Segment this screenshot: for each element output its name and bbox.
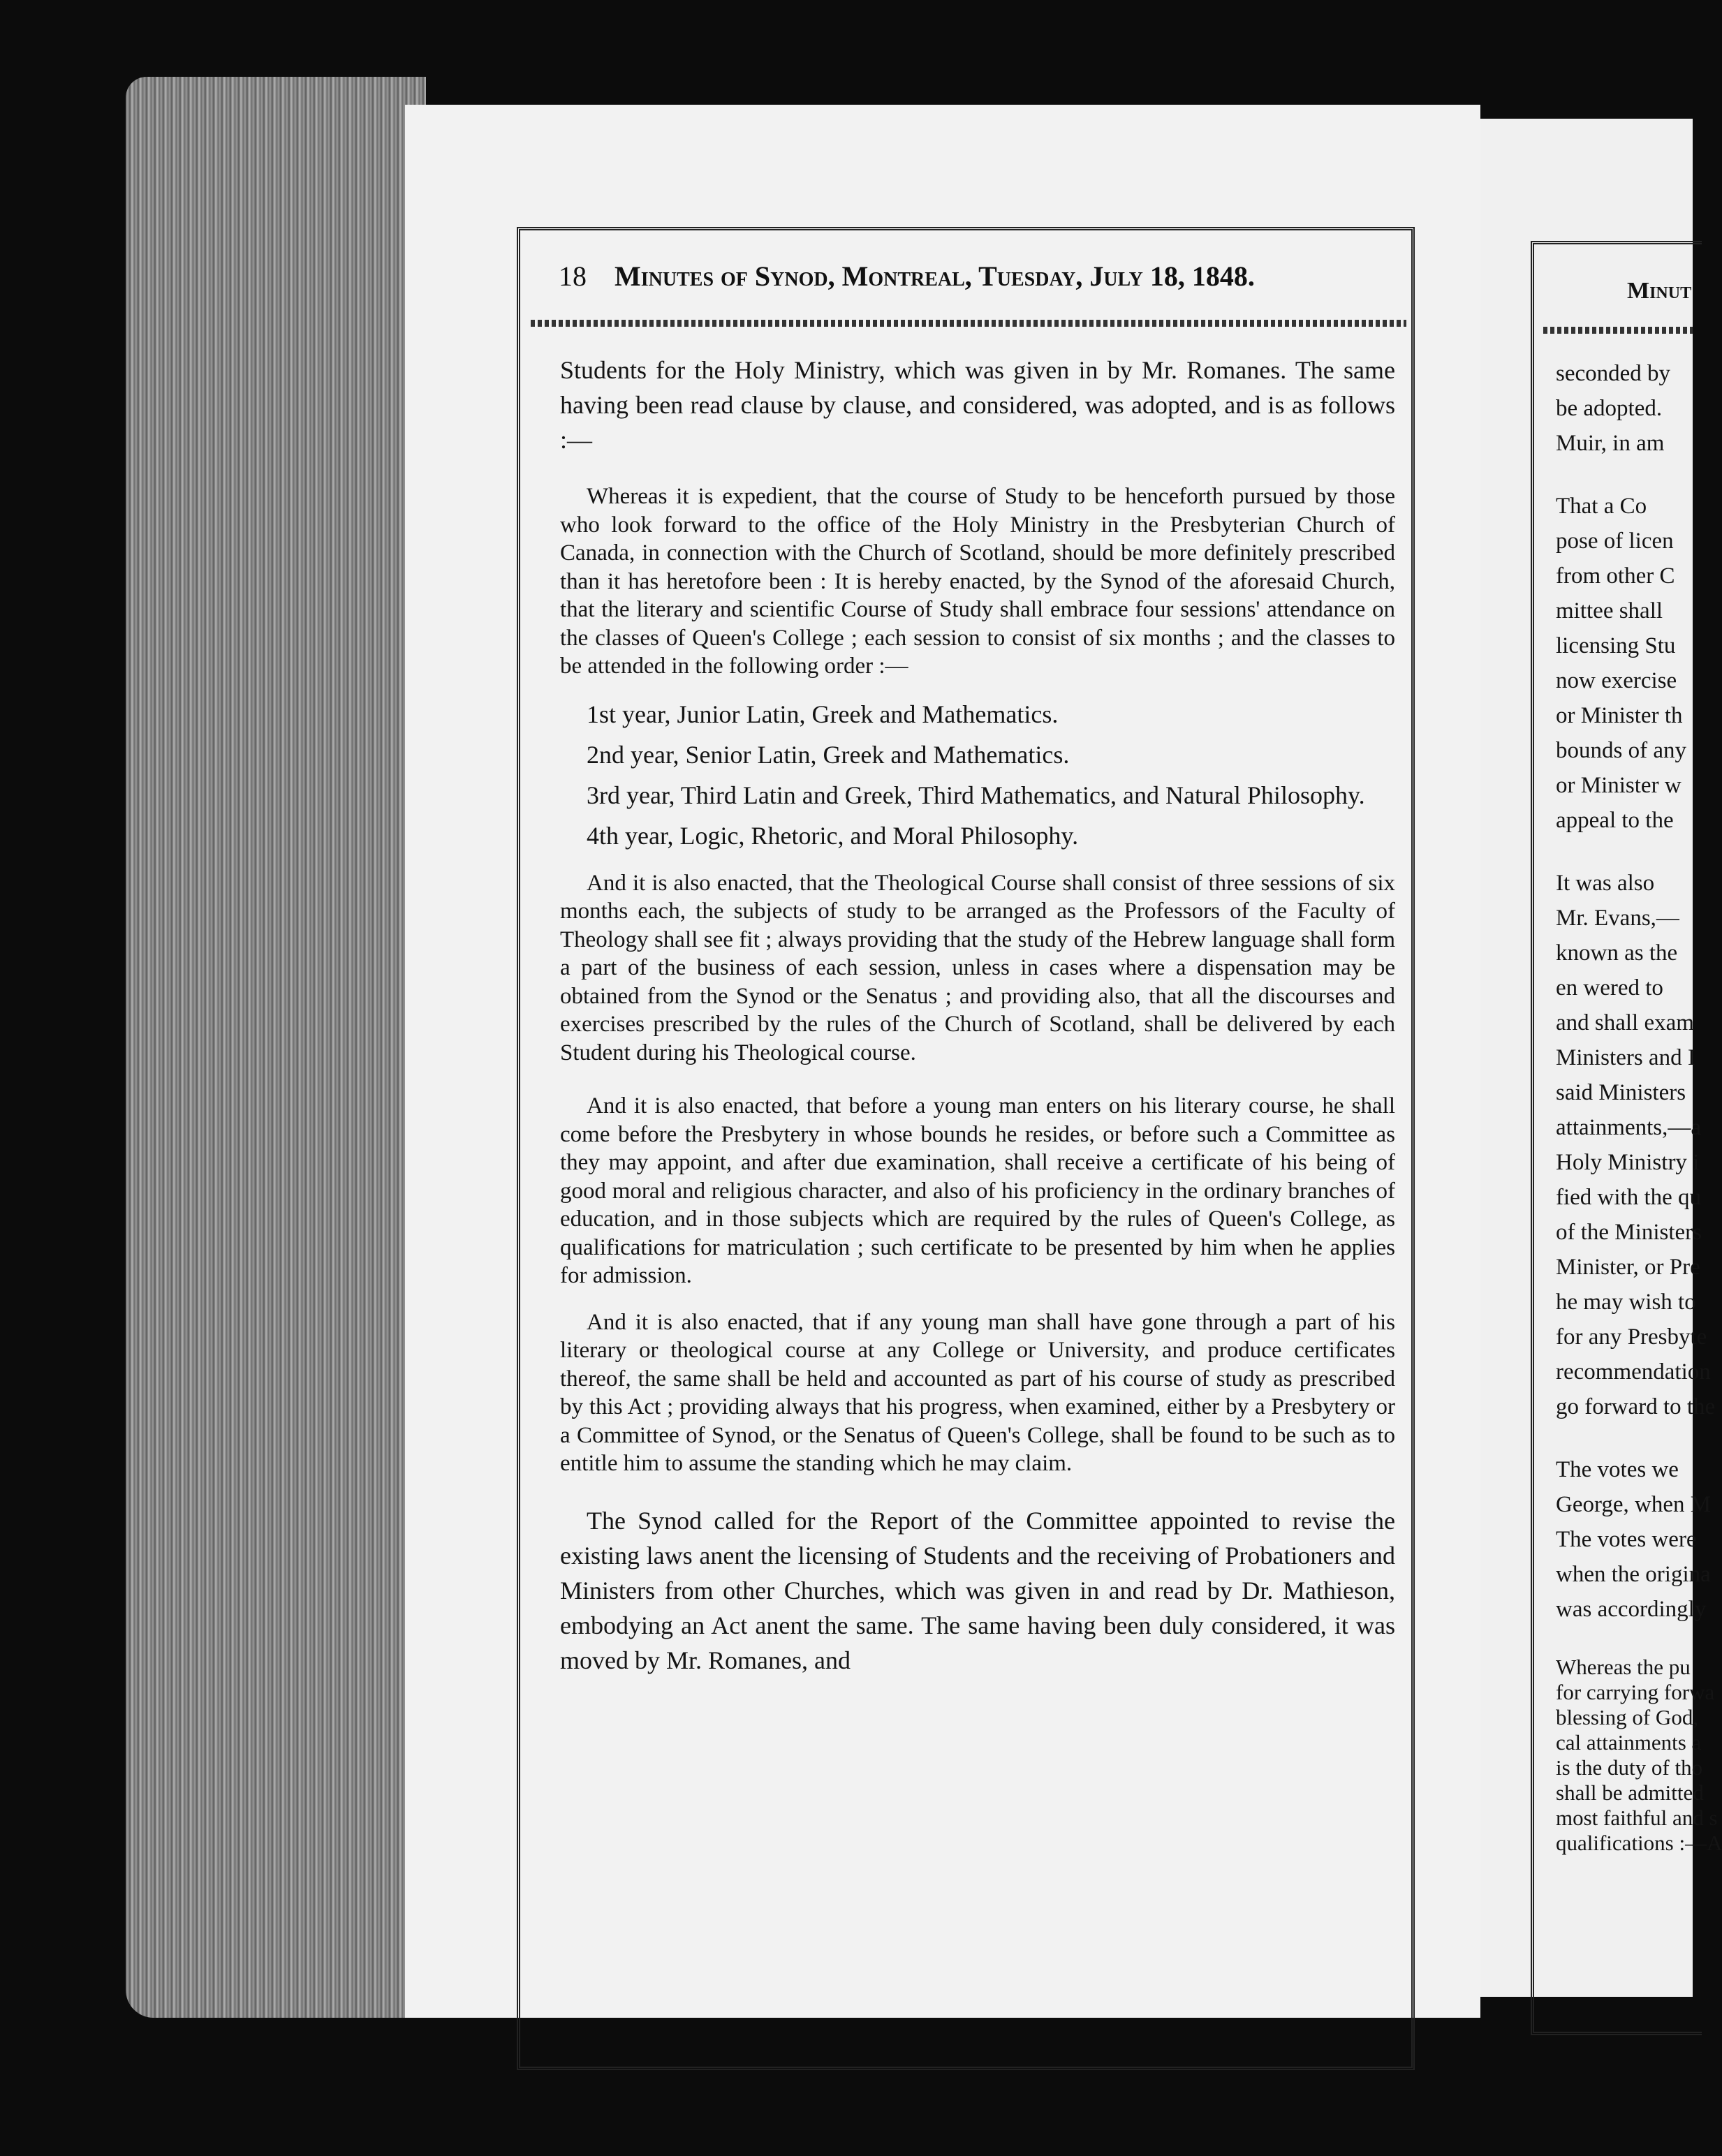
facing-line: bounds of any [1556,738,1686,763]
other-college-paragraph: And it is also enacted, that if any young man shall have gone through a part of his literary or theological course at any College or University, and produce certificates thereof, the same shall be held and accounted as part of his course of study as prescribed by this Act ; providing always that his progress, when examined, either by a Presbytery or a Committee of Synod, or the Senatus of Queen's College, shall be found to be such as to entitle him to assume the standing which he may claim. [560,1309,1395,1476]
header-rule [531,320,1406,327]
facing-line: for carrying forwa [1556,1680,1715,1704]
facing-line: qualifications :—A [1556,1831,1722,1855]
facing-line: known as the [1556,940,1678,966]
page-body [560,353,1395,1678]
facing-line: blessing of God, [1556,1705,1699,1729]
facing-page-text [1556,356,1722,1856]
facing-line: Muir, in am [1556,431,1665,456]
facing-page-header: Minut [1627,278,1692,304]
facing-line: fied with the qu [1556,1185,1702,1210]
closing-paragraph: The Synod called for the Report of the Committee appointed to revise the existing laws anent the licensing of Students and the receiving of Probationers and Ministers from other Churches, which was given in and read by Dr. Mathieson, embodying an Act anent the same. The same having been duly considered, it was moved by Mr. Romanes, and [560,1506,1395,1674]
facing-line: is the duty of tho [1556,1755,1703,1780]
whereas-paragraph: Whereas it is expedient, that the course of Study to be henceforth pursued by those who look forward to the office of the Holy Ministry in the Presbyterian Church of Canada, in connection with the Church of Scotland, should be more definitely prescribed than it has heretofore been : It is hereby enacted, by the Synod of the aforesaid Church, that the literary and scientific Course of Study shall embrace four sessions' attendance on the classes of Queen's College ; each session to consist of six months ; and the classes to be attended in the following order :— [560,484,1395,679]
facing-line: attainments,—a [1556,1115,1702,1140]
year-item-4: 4th year, Logic, Rhetoric, and Moral Philosophy. [587,821,1079,850]
facing-line: That a Co [1556,494,1647,519]
facing-line: en wered to [1556,975,1663,1001]
facing-line: The votes were [1556,1527,1697,1552]
facing-line: mittee shall [1556,598,1663,623]
facing-line: appeal to the [1556,808,1674,833]
facing-line: Minister, or Pre [1556,1255,1700,1280]
year-item-2: 2nd year, Senior Latin, Greek and Mathematics. [587,740,1070,769]
facing-line: Mr. Evans,— [1556,906,1679,931]
facing-line: licensing Stu [1556,633,1676,658]
theological-course-paragraph: And it is also enacted, that the Theological Course shall consist of three sessions of six months each, the subjects of study to be arranged as the Professors of the Faculty of Theology shall see fit ; always providing that the study of the Hebrew language shall form a part of the business of each session, unless in cases where a dispensation may be obtained from the Synod or the Senatus ; and providing also, that all the discourses and exercises prescribed by the rules of the Church of Scotland, shall be delivered by each Student during his Theological course. [560,870,1395,1065]
facing-line: most faithful and s [1556,1806,1718,1830]
facing-line: George, when M [1556,1492,1712,1517]
facing-line: was accordingly [1556,1597,1707,1622]
facing-line: said Ministers [1556,1080,1686,1105]
facing-line: go forward to the [1556,1394,1716,1419]
opening-paragraph: Students for the Holy Ministry, which was given in by Mr. Romanes. The same having been read clause by clause, and considered, was adopted, and is as follows :— [560,356,1395,454]
facing-line: and shall exam [1556,1010,1694,1035]
facing-line: now exercise [1556,668,1677,693]
facing-line: be adopted. [1556,396,1663,421]
facing-line: or Minister w [1556,773,1681,798]
facing-line: The votes we [1556,1457,1679,1482]
book-page-edges [126,77,426,2018]
literary-admission-paragraph: And it is also enacted, that before a young man enters on his literary course, he shall come before the Presbytery in whose bounds he resides, or before such a Committee as they may appoint, and after due examination, shall receive a certificate of his being of good moral and religious character, and also of his proficiency in the ordinary branches of education, and in those subjects which are required by the rules of Queen's College, as qualifications for matriculation ; such certificate to be presented by him when he applies for admission. [560,1093,1395,1288]
facing-line: shall be admitted [1556,1780,1704,1805]
year-item-3: 3rd year, Third Latin and Greek, Third Mathematics, and Natural Philosophy. [587,781,1365,809]
page-number: 18 [559,260,587,292]
facing-line: recommendation [1556,1359,1711,1385]
facing-line: for any Presbyte [1556,1324,1707,1350]
facing-line: from other C [1556,563,1675,589]
facing-line: he may wish to [1556,1290,1696,1315]
facing-line: Whereas the pu [1556,1655,1691,1679]
year-item-1: 1st year, Junior Latin, Greek and Mathematics. [587,700,1059,728]
facing-line: of the Ministers [1556,1220,1702,1245]
running-title: Minutes of Synod, Montreal, Tuesday, July 18, 1848. [615,260,1255,292]
facing-line: Ministers and I [1556,1045,1695,1070]
facing-line: pose of licen [1556,529,1674,554]
facing-line: cal attainments a [1556,1730,1702,1755]
facing-line: It was also [1556,871,1655,896]
facing-line: or Minister th [1556,703,1683,728]
facing-line: Holy Ministry i [1556,1150,1700,1175]
running-header [559,260,1411,293]
facing-line: when the origina [1556,1562,1711,1587]
facing-line: seconded by [1556,361,1671,386]
facing-header-rule [1543,327,1693,334]
